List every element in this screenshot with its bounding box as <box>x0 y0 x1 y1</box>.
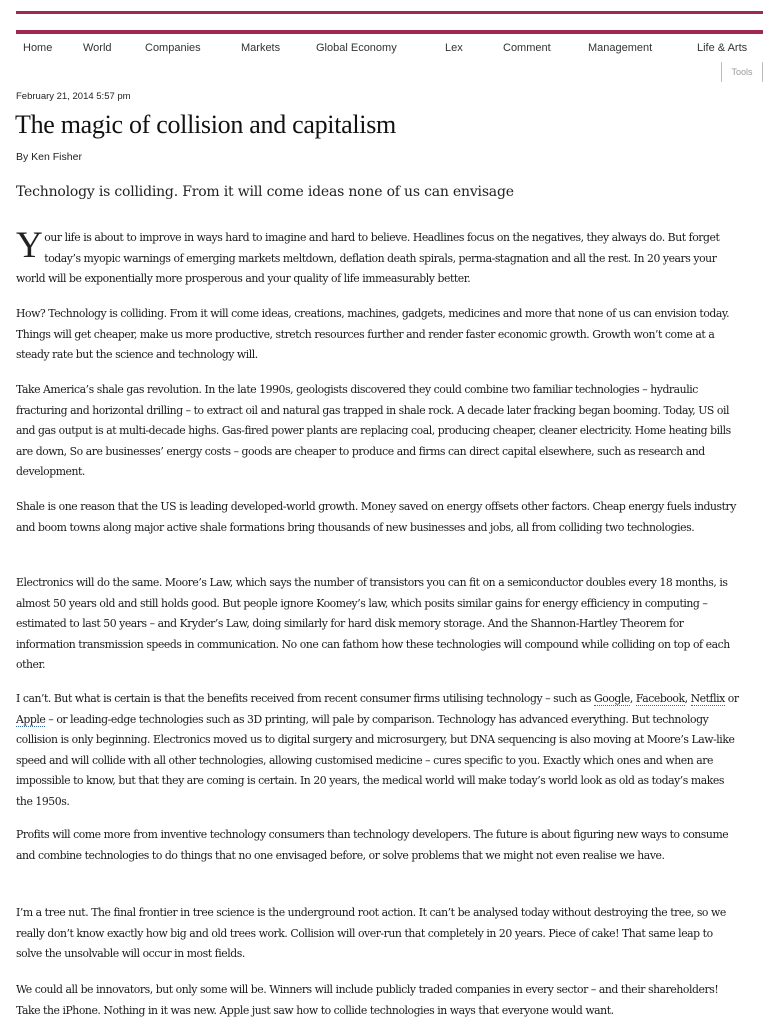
article-paragraph: I’m a tree nut. The final frontier in tree science is the underground root action. It can’t be analysed today without destroying the tree, so we really don’t know exactly how big and old trees work. Collision will over-run that completely in 20 years. Piece of cake! That same leap to solve the unsolvable will occur in most fields. <box>16 906 726 960</box>
paragraph-6-sep: , <box>684 692 691 705</box>
article-paragraph: How? Technology is colliding. From it will come ideas, creations, machines, gadgets, medicines and more that none of us can envision today. Things will get cheaper, make us more productive, stretch resources further and render faster economic growth. Growth won’t come at a steady rate but the science and technology will. <box>16 307 730 361</box>
paragraph-1-text: our life is about to improve in ways hard to imagine and hard to believe. Headlines focus on the negatives, they always do. But forget today’s myopic warnings of emerging markets meltdown, deflation death spirals, perma-stagnation and all the rest. In 20 years your world will be exponentially more prosperous and your quality of life immeasurably better. <box>16 231 720 285</box>
nav-lex[interactable]: Lex <box>445 42 463 54</box>
nav-world[interactable]: World <box>83 42 112 54</box>
nav-global-economy[interactable]: Global Economy <box>316 42 397 54</box>
paragraph-6-text-a: I can’t. But what is certain is that the benefits received from recent consumer firms utilising technology – such as <box>16 692 595 705</box>
nav-markets[interactable]: Markets <box>241 42 281 54</box>
article-paragraph: Shale is one reason that the US is leading developed-world growth. Money saved on energy offsets other factors. Cheap energy fuels industry and boom towns along major active shale formations bring thousands of new businesses and jobs, all from colliding two technologies. <box>16 500 736 534</box>
link-apple[interactable]: Apple <box>16 712 46 726</box>
article-byline: By Ken Fisher <box>16 151 82 163</box>
tools-button[interactable]: Tools <box>721 62 763 82</box>
paragraph-6-sep: or <box>724 692 739 705</box>
article-paragraph <box>16 689 741 812</box>
nav-life-arts[interactable]: Life & Arts <box>697 42 748 54</box>
drop-cap: Y <box>16 225 43 266</box>
article-date: February 21, 2014 5:57 pm <box>16 91 131 102</box>
link-netflix[interactable]: Netflix <box>690 692 725 705</box>
nav-management[interactable]: Management <box>588 42 653 54</box>
paragraph-6-sep: , <box>629 692 636 705</box>
article-paragraph: Take America’s shale gas revolution. In the late 1990s, geologists discovered they could combine two familiar technologies – hydraulic fracturing and horizontal drilling – to extract oil and natural gas trapped in shale rock. A decade later fracking began booming. Today, US oil and gas output is at multi-decade highs. Gas-fired power plants are replacing coal, producing cheaper, cleaner electricity. Home heating bills are down, So are businesses’ energy costs – goods are cheaper to produce and firms can direct capital elsewhere, such as research and development. <box>16 383 731 478</box>
top-brand-bar <box>16 11 763 14</box>
article-title: The magic of collision and capitalism <box>15 110 396 139</box>
article-paragraph <box>16 225 741 290</box>
article-paragraph: Electronics will do the same. Moore’s Law, which says the number of transistors you can fit on a semiconductor doubles every 18 months, is almost 50 years old and still holds good. But people ignore Koomey’s law, which posits similar gains for energy efficiency in computing – estimated to last 50 years – and Kryder’s Law, doing similarly for hard disk memory storage. And the Shannon-Hartley Theorem for information transmission speeds in communication. No one can fathom how these technologies will compound while colliding on top of each other. <box>16 576 730 671</box>
paragraph-6-text-e: – or leading-edge technologies such as 3D printing, will pale by comparison. Technology has advanced everything. But technology collision is only beginning. Electronics moved us to digital surgery and microsurgery, but DNA sequencing is also moving at Moore’s Law-like speed and will collide with all other technologies, allowing customised medicine – cures specific to you. Exactly which ones and when are impossible to know, but that they are coming is certain. In 20 years, the medical world will make today’s world look as old as today’s makes the 1950s. <box>16 712 735 808</box>
nav-home[interactable]: Home <box>23 42 53 54</box>
nav-brand-bar <box>16 30 763 34</box>
article-standfirst: Technology is colliding. From it will come ideas none of us can envisage <box>16 184 514 200</box>
nav-comment[interactable]: Comment <box>503 42 551 54</box>
article-paragraph: We could all be innovators, but only some will be. Winners will include publicly traded companies in every sector – and their shareholders! Take the iPhone. Nothing in it was new. Apple just saw how to collide technologies in ways that everyone would want. <box>16 983 719 1017</box>
article-paragraph: Profits will come more from inventive technology consumers than technology developers. The future is about figuring new ways to consume and combine technologies to do things that no one envisaged before, or solve problems that we might not even realise we have. <box>16 828 729 862</box>
nav-companies[interactable]: Companies <box>145 42 201 54</box>
main-nav <box>0 42 768 58</box>
link-google[interactable]: Google <box>594 692 630 705</box>
link-facebook[interactable]: Facebook <box>635 692 685 705</box>
